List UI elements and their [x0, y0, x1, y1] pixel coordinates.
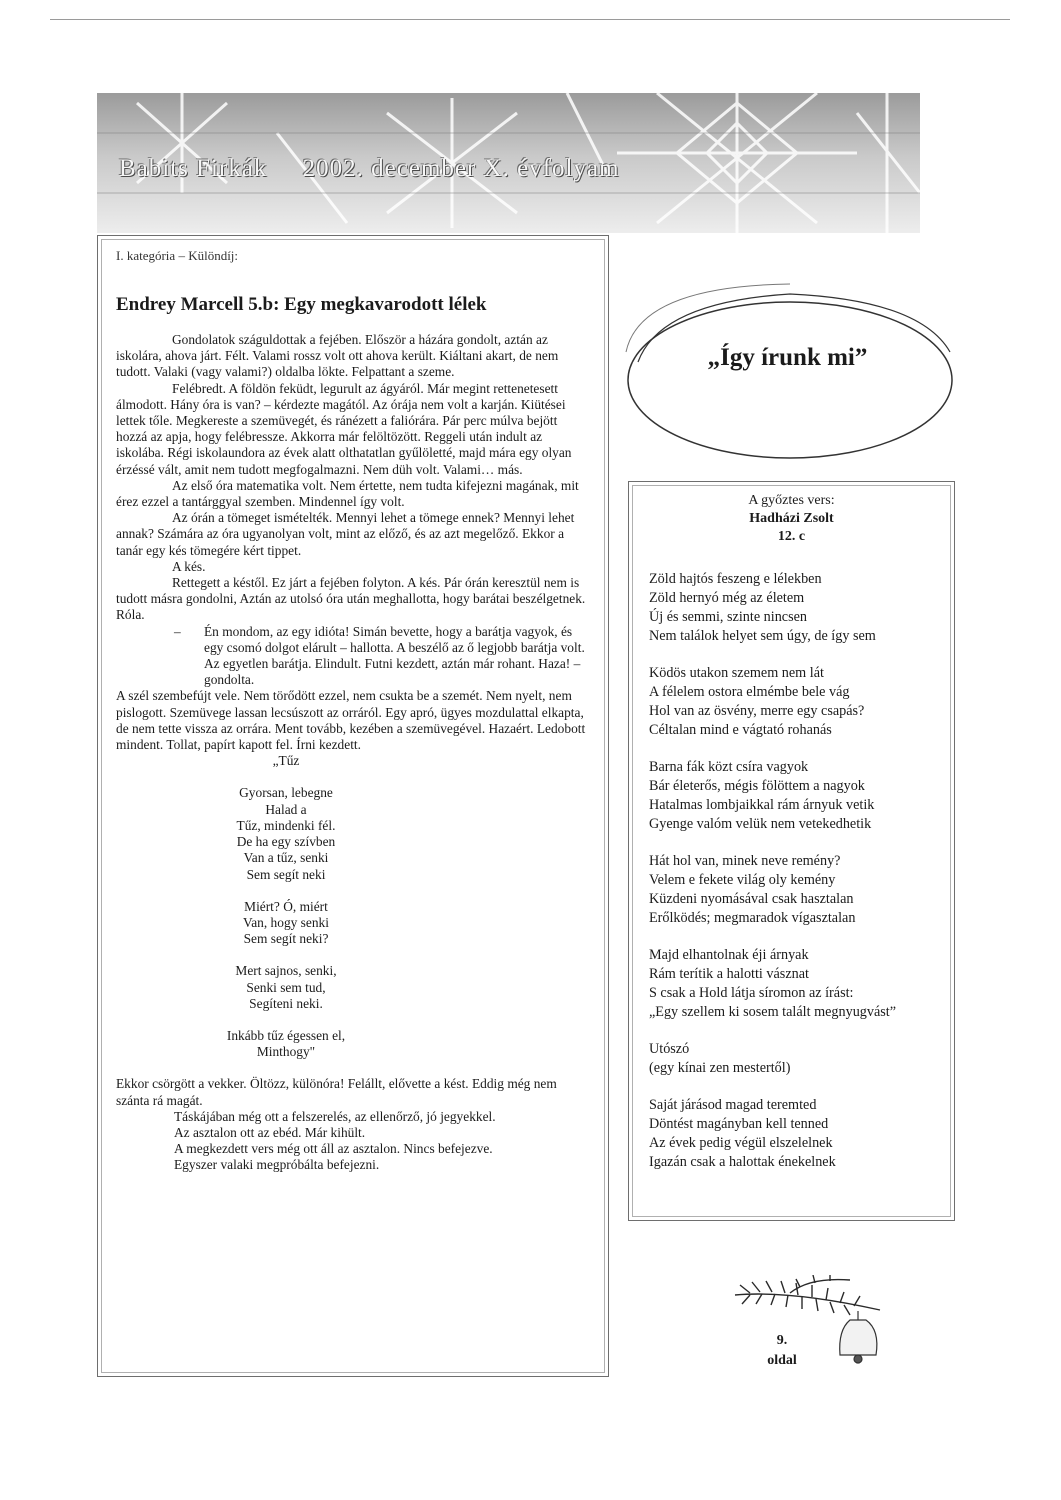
winner-label: A győztes vers:: [748, 493, 835, 508]
poem-line: A félelem ostora elmémbe bele vág: [649, 684, 850, 700]
story-title: Endrey Marcell 5.b: Egy megkavarodott lélek: [116, 294, 487, 315]
story-paragraph: Táskájában még ott a felszerelés, az ellenőrző, jó jegyekkel.: [174, 1108, 496, 1124]
dash-mark: –: [174, 623, 181, 639]
poem-line: Hát hol van, minek neve remény?: [649, 853, 841, 869]
poem-line: Bár életerős, mégis fölöttem a nagyok: [649, 778, 865, 794]
poem-line: „Egy szellem ki sosem talált megnyugvást”: [649, 1004, 897, 1020]
story-paragraph: Ekkor csörgött a vekker. Öltözz, különóra! Felállt, elővette a kést. Eddig még nem szánta rá magát.: [116, 1076, 557, 1108]
poem-stanza: [649, 1040, 949, 1078]
poem-line: Barna fák közt csíra vagyok: [649, 759, 809, 775]
poem-line: Zöld hernyó még az életem: [649, 590, 805, 606]
winner-poem-box: [628, 481, 955, 1221]
poem-stanza: [649, 664, 949, 740]
story-paragraph: Egyszer valaki megpróbálta befejezni.: [174, 1157, 380, 1173]
poem-line: Döntést magányban kell tenned: [649, 1116, 829, 1132]
poem-stanza: [116, 899, 590, 948]
poem-line: Minthogy": [256, 1044, 316, 1060]
poem-line: Velem e fekete világ oly kemény: [649, 872, 836, 888]
story-paragraph: Az asztalon ott az ebéd. Már kihült.: [174, 1124, 366, 1140]
poem-line: Segíteni neki.: [249, 995, 323, 1011]
poem-stanza: [649, 946, 949, 1022]
poem-stanza: [649, 570, 949, 646]
category-label: I. kategória – Különdíj:: [116, 248, 239, 263]
poem-line: S csak a Hold látja síromon az írást:: [649, 985, 854, 1001]
poem-line: Új és semmi, szinte nincsen: [649, 609, 808, 625]
author-class: 12. c: [777, 529, 806, 544]
poem-line: Saját járásod magad teremted: [649, 1097, 817, 1113]
poem-line: Van a tűz, senki: [243, 850, 329, 866]
story-paragraph: Gondolatok száguldottak a fejében. Először a házára gondolt, aztán az iskolára, ahova járt. Félt. Valami rossz volt ott ahova került. Kiáltani akart, de nem tudott. Valaki (vagy valami?) oldalba lökte. Felpattant a szeme.: [116, 332, 559, 380]
poem-line: Van, hogy senki: [243, 914, 329, 930]
poem-line: De ha egy szívben: [236, 834, 336, 850]
banner-title: [119, 155, 648, 183]
poem-line: Utószó: [649, 1041, 690, 1057]
poem-title: „Tűz: [272, 753, 300, 769]
author-name: Hadházi Zsolt: [749, 511, 834, 526]
poem-line: Majd elhantolnak éji árnyak: [649, 947, 809, 963]
story-body: [116, 332, 590, 1174]
poem-line: Gyorsan, lebegne: [239, 785, 333, 801]
story-box: [97, 235, 609, 1377]
poem-line: Sem segít neki?: [243, 931, 329, 947]
newspaper-name: Babits Firkák: [119, 155, 268, 182]
header-banner: [97, 93, 920, 233]
top-rule: [50, 19, 1010, 20]
story-paragraph: Az órán a tömeget ismételték. Mennyi lehet a tömege ennek? Mennyi lehet annak? Számára az óra ugyanolyan volt, mint az előző, és az azt megelőző. Ekkor a tanár egy kés tömegére kért tippet.: [116, 510, 575, 558]
poem-line: Nem találok helyet sem úgy, de így sem: [649, 628, 876, 644]
poem-line: Céltalan mind e vágtató rohanás: [649, 722, 832, 738]
page-number: [752, 1331, 812, 1371]
poem-line: Tűz, mindenki fél.: [236, 817, 336, 833]
poem-line: Rám terítik a halotti vásznat: [649, 966, 809, 982]
oval-shape: [620, 282, 955, 472]
poem-stanza: [649, 758, 949, 834]
poem-stanza: [116, 963, 590, 1012]
poem-line: Sem segít neki: [246, 866, 326, 882]
story-paragraph: A szél szembefújt vele. Nem törődött ezzel, nem csukta be a szemét. Nem nyelt, nem pislogott. Szemüvege lassan lecsúszott az orráról. Egy apró, ügyes mozdulattal elkapta, de nem tette vissza az orrára. Ment tovább, kezében a szemüvegével. Hazaért. Ledobott mindent. Tollat, papírt kapott fel. Írni kezdett.: [116, 688, 586, 753]
story-paragraph: A kés.: [172, 558, 206, 574]
poem-line: Gyenge valóm velük nem vetekedhetik: [649, 816, 872, 832]
poem-line: Ködös utakon szemem nem lát: [649, 665, 824, 681]
poem-line: Inkább tűz égessen el,: [226, 1027, 346, 1043]
winner-header: [629, 492, 954, 546]
winner-poem: [649, 570, 949, 1172]
dialogue-item: [116, 624, 590, 689]
poem-line: Mert sajnos, senki,: [235, 963, 337, 979]
poem-line: Zöld hajtós feszeng e lélekben: [649, 571, 822, 587]
story-paragraph: Rettegett a késtől. Ez járt a fejében folyton. A kés. Pár órán keresztül nem is tudott másra gondolni, Aztán az utolsó óra után meghallotta, hogy barátai beszélgetnek. Róla.: [116, 575, 586, 623]
poem-line: Hatalmas lombjaikkal rám árnyuk vetik: [649, 797, 875, 813]
page-number-value: 9.: [776, 1333, 788, 1348]
poem-stanza: [649, 1096, 949, 1172]
poem-line: Igazán csak a halottak énekelnek: [649, 1154, 836, 1170]
poem-stanza: [116, 1028, 590, 1060]
poem-line: Erőlködés; megmaradok vígasztalan: [649, 910, 856, 926]
story-paragraph: A megkezdett vers még ott áll az asztalon. Nincs befejezve.: [174, 1141, 493, 1157]
story-paragraph: Felébredt. A földön feküdt, legurult az ágyáról. Már megint rettenetesett álmodott. Hány óra is van? – kérdezte magától. Az órája nem volt a karján. Kiütései lettek tőle. Megkereste a szemüvegét, és ránézett a faliórára. Pár perc múlva bejött hozzá az apja, hogy felébressze. Akkorra már felöltözött. Reggeli után indult az iskolába. Régi iskolaundora az évek alatt olthatatlan gyűlöletté, majd mára egy olyan érzéssé vált, amit nem tudott megfogalmazni. Nem düh volt. Valami… más.: [116, 380, 572, 477]
poem-stanza: [649, 852, 949, 928]
poem-line: (egy kínai zen mestertől): [649, 1060, 791, 1076]
section-title: „Így írunk mi”: [707, 344, 868, 371]
section-oval: [620, 282, 955, 472]
story-paragraph: Az első óra matematika volt. Nem értette, nem tudta kifejezni magának, mit érez ezzel a tantárggyal szemben. Mindennel így volt.: [116, 477, 579, 510]
poem-line: Senki sem tud,: [246, 979, 326, 995]
dialogue-text: Én mondom, az egy idióta! Simán bevette, hogy a barátja vagyok, és egy csomó dolgot elárult – hallotta. A beszélő az ő legjobb barátja volt. Az egyetlen barátja. Elindult. Futni kezdett, aztán már rohant. Haza! – gondolta.: [204, 623, 585, 688]
poem-line: Küzdeni nyomásával csak hasztalan: [649, 891, 854, 907]
poem-stanza: [116, 785, 590, 882]
issue-date: 2002. december X. évfolyam: [302, 155, 620, 182]
poem-line: Halad a: [265, 801, 307, 817]
page-label: oldal: [767, 1353, 797, 1368]
poem-line: Az évek pedig végül elszelelnek: [649, 1135, 833, 1151]
poem-line: Hol van az ösvény, merre egy csapás?: [649, 703, 865, 719]
poem-line: Miért? Ó, miért: [244, 898, 328, 914]
